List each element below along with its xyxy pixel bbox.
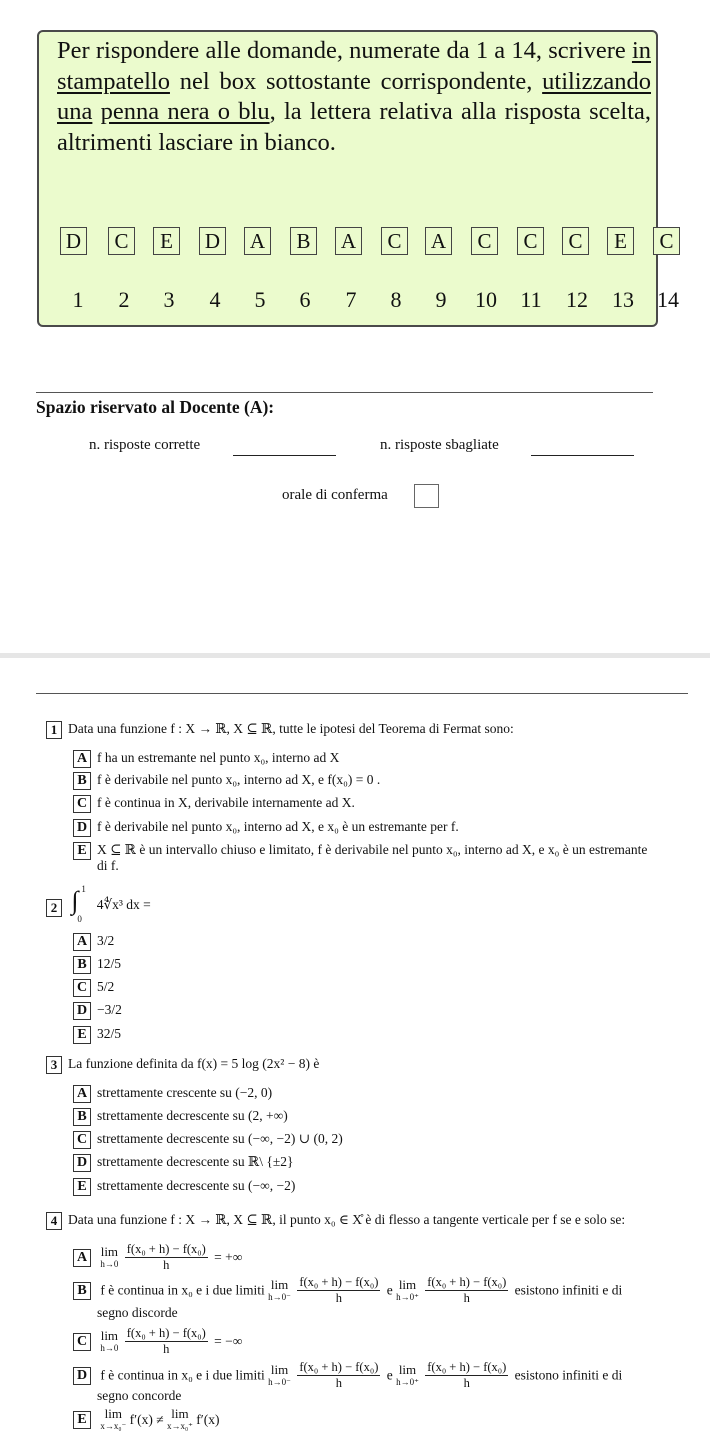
answer-number-7: 7 bbox=[345, 287, 357, 312]
option-text: 5/2 bbox=[97, 979, 115, 995]
answer-number-14: 14 bbox=[657, 287, 679, 312]
option-text: strettamente crescente su (−2, 0) bbox=[97, 1085, 273, 1101]
difference-quotient: $\frac{\text{f(x₀ + h) − f(x₀)}}{h}$ bbox=[427, 1360, 507, 1390]
option-4D-continued: segno concorde bbox=[97, 1388, 182, 1403]
option-letter: B bbox=[73, 1108, 91, 1126]
wrong-field[interactable] bbox=[531, 455, 634, 456]
answer-number-8: 8 bbox=[390, 287, 402, 312]
answer-number-11: 11 bbox=[520, 287, 542, 312]
difference-quotient: $\frac{\text{f(x₀ + h) − f(x₀)}}{h}$ bbox=[126, 1242, 206, 1272]
option-letter: E bbox=[73, 1411, 91, 1429]
instruction-text: Per rispondere alle domande, numerate da 1 a 14, scrivere in stampatello nel box sottostante corrispondente, utilizzando una penna nera o blu, la lettera relativa alla risposta scelta, altrimenti lasciare in bianco. bbox=[57, 37, 652, 156]
limit: lim h→0⁺ bbox=[396, 1276, 419, 1302]
option-text: di f. bbox=[97, 858, 119, 873]
answer-number-9: 9 bbox=[435, 287, 447, 312]
question-text: Data una funzione f : X → ℝ, X ⊆ ℝ, tutte le ipotesi del Teorema di Fermat sono: bbox=[68, 721, 514, 737]
option-letter: D bbox=[73, 1002, 91, 1020]
difference-quotient: $\frac{\text{f(x₀ + h) − f(x₀)}}{h}$ bbox=[126, 1326, 206, 1356]
option-letter: A bbox=[73, 1249, 91, 1267]
divider bbox=[36, 693, 688, 694]
question-3 bbox=[46, 1056, 319, 1074]
option-4A: A lim h→0 $\frac{\text{f(x₀ + h) − f(x₀)}}{h}$ = +∞ bbox=[73, 1242, 242, 1273]
option-letter: E bbox=[73, 1178, 91, 1196]
option-letter: C bbox=[73, 1333, 91, 1351]
limit: lim h→0⁻ bbox=[268, 1276, 291, 1302]
limit: lim x→x₀⁺ bbox=[167, 1406, 193, 1431]
option-text: 3/2 bbox=[97, 933, 115, 949]
answer-box-2[interactable]: C bbox=[108, 227, 135, 255]
question-4 bbox=[46, 1212, 625, 1230]
option-4C: C lim h→0 $\frac{\text{f(x₀ + h) − f(x₀)}}{h}$ = −∞ bbox=[73, 1326, 242, 1357]
option-1A bbox=[73, 750, 688, 768]
answer-number-5: 5 bbox=[254, 287, 266, 312]
question-text: 4∜x³ dx = bbox=[96, 897, 151, 912]
option-text: strettamente decrescente su (−∞, −2) bbox=[97, 1178, 296, 1194]
option-3D bbox=[73, 1154, 688, 1172]
option-3A bbox=[73, 1085, 688, 1103]
answer-box-5[interactable]: A bbox=[244, 227, 271, 255]
option-4D: D f è continua in x₀ e i due limiti lim h→0⁻ $\frac{\text{f(x₀ + h) − f(x₀)}}{h}$ e lim h→0⁺ $\frac{\text{f(x₀ + h) − f(x₀)}}{h}$ esistono infiniti e di bbox=[73, 1360, 693, 1391]
question-text: La funzione definita da f(x) = 5 log (2x² − 8) è bbox=[68, 1056, 320, 1072]
option-letter: B bbox=[73, 772, 91, 790]
option-2B bbox=[73, 956, 688, 974]
answer-number-10: 10 bbox=[475, 287, 497, 312]
difference-quotient: $\frac{\text{f(x₀ + h) − f(x₀)}}{h}$ bbox=[299, 1275, 379, 1305]
option-letter: B bbox=[73, 1282, 91, 1300]
option-text: strettamente decrescente su (2, +∞) bbox=[97, 1108, 288, 1124]
limit: lim h→0⁻ bbox=[268, 1361, 291, 1387]
option-1B bbox=[73, 772, 688, 790]
option-letter: D bbox=[73, 1367, 91, 1385]
oral-label: orale di conferma bbox=[282, 487, 388, 503]
option-letter: C bbox=[73, 795, 91, 813]
divider bbox=[36, 392, 653, 393]
option-text: −3/2 bbox=[97, 1002, 122, 1018]
option-4B: B f è continua in x₀ e i due limiti lim h→0⁻ $\frac{\text{f(x₀ + h) − f(x₀)}}{h}$ e lim h→0⁺ $\frac{\text{f(x₀ + h) − f(x₀)}}{h}$ esistono infiniti e di bbox=[73, 1275, 693, 1306]
answer-number-4: 4 bbox=[209, 287, 221, 312]
option-letter: E bbox=[73, 1026, 91, 1044]
option-text: f ha un estremante nel punto x₀, interno ad X bbox=[97, 750, 340, 766]
correct-field[interactable] bbox=[233, 455, 336, 456]
option-1C bbox=[73, 795, 688, 813]
question-number: 3 bbox=[46, 1056, 62, 1074]
option-3B bbox=[73, 1108, 688, 1126]
option-2A bbox=[73, 933, 688, 951]
option-4E: E lim x→x₀⁻ f′(x) ≠ lim x→x₀⁺ f′(x) bbox=[73, 1408, 219, 1432]
option-text: 32/5 bbox=[97, 1026, 122, 1042]
option-2E bbox=[73, 1026, 688, 1044]
option-4B-continued: segno discorde bbox=[97, 1305, 178, 1320]
answer-box-7[interactable]: A bbox=[335, 227, 362, 255]
answer-box-9[interactable]: A bbox=[425, 227, 452, 255]
oral-checkbox[interactable] bbox=[414, 484, 439, 508]
answer-number-12: 12 bbox=[566, 287, 588, 312]
answer-number-13: 13 bbox=[612, 287, 634, 312]
answer-box-13[interactable]: E bbox=[607, 227, 634, 255]
option-letter: A bbox=[73, 933, 91, 951]
option-text: strettamente decrescente su (−∞, −2) ∪ (0, 2) bbox=[97, 1131, 343, 1147]
answer-box-1[interactable]: D bbox=[60, 227, 87, 255]
difference-quotient: $\frac{\text{f(x₀ + h) − f(x₀)}}{h}$ bbox=[299, 1360, 379, 1390]
page-separator bbox=[0, 653, 710, 658]
option-letter: D bbox=[73, 1154, 91, 1172]
question-text: Data una funzione f : X → ℝ, X ⊆ ℝ, il punto x₀ ∈ X̊ è di flesso a tangente verticale per f se e solo se: bbox=[68, 1212, 626, 1228]
question-2 bbox=[46, 884, 151, 924]
option-letter: B bbox=[73, 956, 91, 974]
integral-sign: ∫ 1 0 bbox=[71, 884, 86, 924]
teacher-title: Spazio riservato al Docente (A): bbox=[36, 397, 275, 417]
limit: lim h→0 bbox=[100, 1327, 119, 1353]
question-number: 1 bbox=[46, 721, 62, 739]
answer-number-3: 3 bbox=[163, 287, 175, 312]
wrong-label: n. risposte sbagliate bbox=[380, 437, 499, 453]
option-3C bbox=[73, 1131, 688, 1149]
option-1-continued bbox=[97, 858, 710, 874]
option-letter: A bbox=[73, 1085, 91, 1103]
answer-box-11[interactable]: C bbox=[517, 227, 544, 255]
option-2C bbox=[73, 979, 688, 997]
option-2D bbox=[73, 1002, 688, 1020]
limit: lim h→0 bbox=[100, 1243, 119, 1269]
answer-box-3[interactable]: E bbox=[153, 227, 180, 255]
question-number: 4 bbox=[46, 1212, 62, 1230]
option-text: 12/5 bbox=[97, 956, 122, 972]
answer-number-2: 2 bbox=[118, 287, 130, 312]
answer-box-8[interactable]: C bbox=[381, 227, 408, 255]
instruction-box bbox=[37, 30, 679, 327]
option-letter: C bbox=[73, 1131, 91, 1149]
question-number: 2 bbox=[46, 899, 62, 917]
option-text: f è derivabile nel punto x₀, interno ad X, e f(x₀) = 0 . bbox=[97, 772, 381, 788]
option-letter: D bbox=[73, 819, 91, 837]
difference-quotient: $\frac{\text{f(x₀ + h) − f(x₀)}}{h}$ bbox=[427, 1275, 507, 1305]
answer-box-10[interactable]: C bbox=[471, 227, 498, 255]
option-letter: A bbox=[73, 750, 91, 768]
option-1D bbox=[73, 819, 688, 837]
answer-number-6: 6 bbox=[299, 287, 311, 312]
option-text: f è continua in X, derivabile internamente ad X. bbox=[97, 795, 355, 811]
limit: lim h→0⁺ bbox=[396, 1361, 419, 1387]
limit: lim x→x₀⁻ bbox=[100, 1406, 127, 1431]
question-1 bbox=[46, 721, 514, 739]
answer-number-1: 1 bbox=[72, 287, 84, 312]
answer-box-6[interactable]: B bbox=[290, 227, 317, 255]
option-letter: C bbox=[73, 979, 91, 997]
answer-box-4[interactable]: D bbox=[199, 227, 226, 255]
answer-box-14[interactable]: C bbox=[653, 227, 680, 255]
option-text: f è derivabile nel punto x₀, interno ad X, e x₀ è un estremante per f. bbox=[97, 819, 459, 835]
option-text: X ⊆ ℝ è un intervallo chiuso e limitato, f è derivabile nel punto x₀, interno ad X, e x₀ è un estremante bbox=[97, 842, 648, 858]
answer-box-12[interactable]: C bbox=[562, 227, 589, 255]
correct-label: n. risposte corrette bbox=[89, 437, 201, 453]
option-3E bbox=[73, 1178, 688, 1196]
option-text: strettamente decrescente su ℝ\ {±2} bbox=[97, 1154, 294, 1170]
option-letter: E bbox=[73, 842, 91, 860]
